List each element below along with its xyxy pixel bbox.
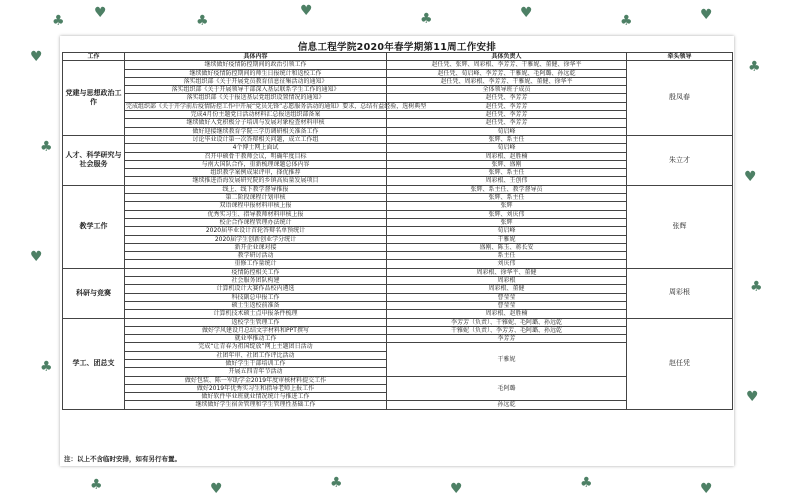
header-leader: 牵头领导	[627, 53, 733, 61]
content-cell: 科技副总申报工作	[125, 293, 387, 301]
leader-cell: 张辉	[627, 185, 733, 268]
content-cell: 完成组织部《关于开学前后疫情防控工作中开展“党员先锋”志愿服务活动的通知》要求，总结有益经验，选树典型	[126, 102, 427, 110]
person-cell: 系主任	[387, 252, 627, 260]
leaf-icon: ♥	[450, 481, 463, 497]
person-cell: 曹莹莹	[387, 293, 627, 301]
content-cell: 第二阶段课程计划审核	[125, 194, 387, 202]
table-row	[63, 185, 733, 193]
person-cell: 盛刚、陈玉、蒋长安	[387, 243, 627, 251]
person-cell: 荀启峰	[387, 227, 627, 235]
content-cell: 疫情防控相关工作	[125, 268, 387, 276]
person-cell: 全体领导班子成员	[387, 86, 627, 94]
leaf-icon: ♣	[40, 139, 53, 155]
person-cell: 张辉	[387, 202, 627, 210]
person-cell: 李芳芳	[387, 335, 627, 343]
person-cell: 周彩根、王创伟	[387, 177, 627, 185]
table-row	[63, 318, 733, 326]
content-cell: 做好软件毕业班就业情况统计与推进工作	[125, 393, 387, 401]
content-cell: 做好学风建设月总结文字材料和PPT撰写	[125, 326, 387, 334]
person-cell: 赵任凭、荀启峰、李芳芳、干雅妮、毛阿璐、孙远乾	[387, 69, 627, 77]
content-cell: 做好迎接继续教育学院三学历调研相关准备工作	[125, 127, 387, 135]
document-title: 信息工程学院2020年春学期第11周工作安排	[297, 42, 497, 53]
content-cell: 4个博士网上面试	[125, 144, 387, 152]
person-cell: 赵任凭、李芳芳	[387, 119, 627, 127]
person-cell: 毛阿璐	[387, 376, 627, 401]
content-cell: 继续做好疫情防控期间的师生日报统计和返校工作	[125, 69, 387, 77]
content-cell: 返校学生管理工作	[125, 318, 387, 326]
person-cell: 孙远乾	[387, 401, 627, 409]
leaf-icon: ♣	[330, 475, 343, 491]
leaf-icon: ♣	[52, 13, 65, 29]
person-cell: 干雅妮	[387, 343, 627, 376]
person-cell: 张辉、刘庆伟	[387, 210, 627, 218]
leaf-icon: ♥	[210, 481, 223, 497]
schedule-document	[60, 36, 734, 466]
header-work: 工作	[63, 53, 125, 61]
person-cell: 李芳芳（负责）、干雅妮、毛阿璐、孙远乾	[387, 318, 627, 326]
content-cell: 完成“让青春为祖国绽放”网上主题团日活动	[125, 343, 387, 351]
leaf-icon: ♣	[196, 13, 209, 29]
person-cell: 张辉、系主任	[387, 169, 627, 177]
content-cell: 新开企业课对接	[125, 243, 387, 251]
content-cell: 继续推进沿海发展研究院的乡镇高质量发展项目	[125, 177, 387, 185]
category-cell: 党建与思想政治工作	[63, 61, 125, 136]
content-cell: 2020届毕业设计首轮答辩名单预统计	[125, 227, 387, 235]
leader-cell: 朱立才	[627, 135, 733, 185]
person-cell: 张辉、系主任	[387, 194, 627, 202]
table-header-row	[63, 53, 733, 61]
content-cell: 社会服务团队构建	[125, 277, 387, 285]
content-cell: 落实组织部《关于开展领导干部深入基层联系学生工作的通知》	[125, 86, 387, 94]
person-cell: 周彩根、董健	[387, 285, 627, 293]
header-content: 具体内容	[125, 53, 387, 61]
content-cell: 讨论毕业设计第一次答辩相关问题，成立工作组	[125, 135, 387, 143]
category-cell: 科研与竞赛	[63, 268, 125, 318]
table-body	[63, 61, 733, 409]
content-cell: 教学研讨活动	[125, 252, 387, 260]
content-cell: 开展五四青年节活动	[125, 368, 387, 376]
category-cell: 人才、科学研究与社会服务	[63, 135, 125, 185]
person-cell: 周彩根、赵胜楠	[387, 310, 627, 318]
leader-cell: 周彩根	[627, 268, 733, 318]
content-cell: 与南大国队合作，重新梳理课题总体内容	[125, 160, 387, 168]
table-row	[63, 135, 733, 143]
content-cell: 2020届学生创新创业学分统计	[125, 235, 387, 243]
person-cell: 干雅妮	[387, 235, 627, 243]
person-cell: 荀启峰	[387, 127, 627, 135]
person-cell: 赵任凭、李芳芳	[387, 102, 627, 110]
leaf-icon: ♥	[746, 389, 759, 405]
category-cell: 学工、团总支	[63, 318, 125, 409]
leaf-icon: ♣	[580, 475, 593, 491]
content-cell: 计算机技术硕士点申报条件梳理	[125, 310, 387, 318]
person-cell: 张辉	[387, 218, 627, 226]
header-person: 具体负责人	[387, 53, 627, 61]
content-cell: 组织教学案例成果评审，择优推荐	[125, 169, 387, 177]
person-cell: 刘庆伟	[387, 260, 627, 268]
leaf-icon: ♣	[750, 279, 763, 295]
footnote: 注：以上不含临时安排，如有另行布置。	[64, 455, 181, 463]
leader-cell: 殷凤春	[627, 61, 733, 136]
content-cell: 校企合作课程管理办法统计	[125, 218, 387, 226]
leaf-icon: ♣	[90, 477, 103, 493]
person-cell: 张辉、系主任、教学督导员	[387, 185, 627, 193]
person-cell: 周彩根、赵胜楠	[387, 152, 627, 160]
person-cell: 赵任凭、李芳芳	[387, 94, 627, 102]
person-cell: 曹莹莹	[387, 301, 627, 309]
content-cell: 继续做好学生宿舍管理和学生管理性基础工作	[125, 401, 387, 409]
leaf-icon: ♥	[700, 7, 713, 23]
content-cell: 完成4月份主题党日活动材料汇总报送组织部备案	[125, 111, 387, 119]
content-cell: 重修工作量统计	[125, 260, 387, 268]
content-cell: 计算机设计大赛作品校内遴选	[125, 285, 387, 293]
content-cell: 就业率推动工作	[125, 335, 387, 343]
person-cell: 干雅妮（负责）、李芳芳、毛阿璐、孙远乾	[387, 326, 627, 334]
table-row	[63, 268, 733, 276]
table-row	[63, 61, 733, 69]
content-cell: 做好学生干部培训工作	[125, 359, 387, 367]
leaf-icon: ♣	[40, 359, 53, 375]
leaf-icon: ♥	[744, 169, 757, 185]
leaf-icon: ♥	[300, 3, 313, 19]
content-cell: 召开申硕骨干教师会议，明确年度目标	[125, 152, 387, 160]
person-cell: 赵任凭、周彩根、李芳芳、干雅妮、董健、徐华平	[387, 77, 627, 85]
content-cell: 社团年审、社团工作评比活动	[125, 351, 387, 359]
person-cell: 周彩根	[387, 277, 627, 285]
leaf-icon: ♥	[30, 249, 43, 265]
content-cell: 继续做好入党积极分子培训与发展对象检查材料审核	[125, 119, 387, 127]
leaf-icon: ♥	[520, 5, 533, 21]
category-cell: 教学工作	[63, 185, 125, 268]
person-cell: 赵任凭、张辉、周彩根、李芳芳、干雅妮、董健、徐华平	[387, 61, 627, 69]
content-cell: 落实组织部《关于报送基层党组织设置情况的通知》	[125, 94, 387, 102]
content-cell: 双语课程申报材料审核上报	[125, 202, 387, 210]
leaf-icon: ♣	[620, 13, 633, 29]
content-cell: 线上、线下教学督导推报	[125, 185, 387, 193]
leaf-icon: ♣	[748, 59, 761, 75]
person-cell: 赵任凭、李芳芳	[387, 111, 627, 119]
leaf-icon: ♥	[30, 49, 43, 65]
person-cell: 荀启峰	[387, 144, 627, 152]
content-cell: 优秀实习生、指导教师材料审核上报	[125, 210, 387, 218]
content-cell: 硕士生返校前准备	[125, 301, 387, 309]
leaf-icon: ♣	[420, 11, 433, 27]
content-cell: 做好包装、陈一军助学金2019年度审核材料提交工作	[125, 376, 387, 384]
content-cell: 落实组织部《关于开展党员教育信息征集活动的通知》	[125, 77, 387, 85]
person-cell: 周彩根、徐华平、董健	[387, 268, 627, 276]
person-cell: 张辉、盛刚	[387, 160, 627, 168]
leaf-icon: ♥	[94, 5, 107, 21]
leader-cell: 赵任凭	[627, 318, 733, 409]
content-cell: 做好2019年优秀实习生和指导老师上报工作	[125, 384, 387, 392]
leaf-icon: ♥	[700, 481, 713, 497]
person-cell: 张辉、系主任	[387, 135, 627, 143]
schedule-table	[62, 52, 733, 410]
content-cell: 继续做好疫情防控期间的政治引领工作	[125, 61, 387, 69]
